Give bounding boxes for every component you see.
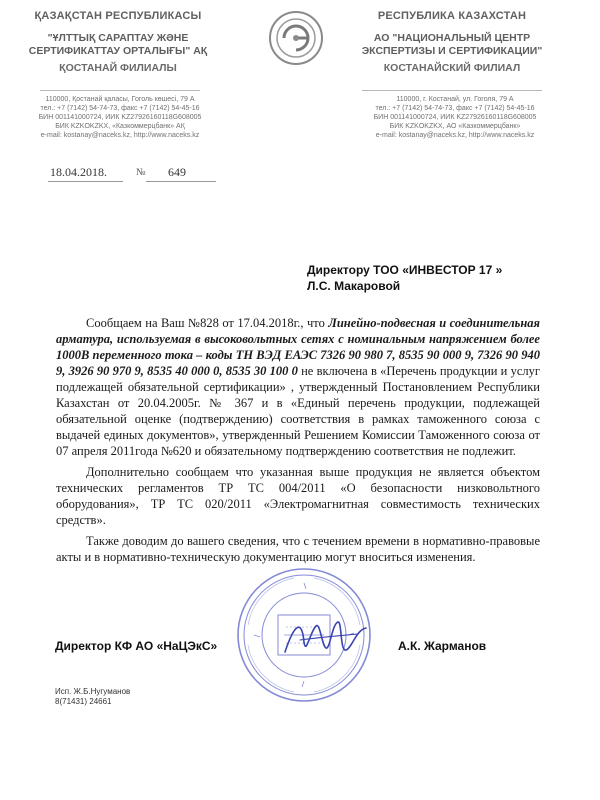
letterhead-org-kz (18, 32, 218, 58)
address-line: БИК KZKOKZKX, «Казкоммерцбанк» АҚ (55, 123, 185, 130)
address-line: e-mail: kostanay@naceks.kz, http://www.naceks.kz (375, 132, 535, 139)
letterhead-branch-kz: ҚОСТАНАЙ ФИЛИАЛЫ (59, 62, 177, 74)
letterhead-country-ru: РЕСПУБЛИКА КАЗАХСТАН (377, 10, 527, 22)
address-line: тел.: +7 (7142) 54-74-73, факс +7 (7142) 54-45-16 (375, 105, 535, 112)
letter-date: 18.04.2018. (50, 165, 107, 179)
letterhead-divider-left (40, 90, 200, 91)
body-p1-product: Линейно-подвесная и соединительная арматура, используемая в высоковольтных сетях с номинальным напряжением более 1000В переменного тока – коды ТН ВЭД ЕАЭС 7326 90 980 7, 8535 90 000 9, 7326 90 940 9, 3926 90 970 9, 8535 40 000 0, 8535 30 100 0 (56, 316, 540, 378)
letter-body (56, 315, 540, 570)
letter-number: 649 (168, 165, 186, 179)
organization-logo-icon (266, 8, 326, 68)
executor-phone: 8(71431) 24661 (55, 697, 112, 706)
body-p1-intro: Сообщаем на Ваш №828 от 17.04.2018г., что (86, 316, 329, 330)
letterhead-address-ru (365, 95, 545, 140)
number-underline (146, 181, 216, 182)
letterhead-divider-right (362, 90, 542, 91)
letterhead-address-kz (30, 95, 210, 140)
address-line: e-mail: kostanay@naceks.kz, http://www.naceks.kz (40, 132, 200, 139)
body-paragraph-2: Дополнительно сообщаем что указанная выше продукция не является объектом технических регламентов ТР ТС 004/2011 «О безопасности низковольтного оборудования», ТР ТС 020/2011 «Электромагнитная совместимость технических средств». (56, 465, 540, 527)
address-line: 110000, г. Костанай, ул. Гоголя, 79 А (396, 96, 514, 103)
date-underline (48, 181, 123, 182)
body-paragraph-1 (56, 315, 540, 459)
letterhead-right (352, 10, 552, 74)
letterhead-left (18, 10, 218, 74)
addressee-block (307, 262, 502, 294)
letterhead-country-kz: ҚАЗАҚСТАН РЕСПУБЛИКАСЫ (34, 10, 202, 22)
letterhead-org-kz-line1: "ҰЛТТЫҚ САРАПТАУ ЖӘНЕ (47, 32, 189, 44)
address-line: тел.: +7 (7142) 54-74-73, факс +7 (7142) 54-45-16 (40, 105, 200, 112)
address-line: 110000, Қостанай қаласы, Гоголь көшесі, 79 А (45, 96, 195, 103)
body-paragraph-3: Также доводим до вашего сведения, что с течением времени в нормативно-правовые акты и в нормативно-техническую документацию могут вноситься изменения. (56, 534, 540, 564)
letterhead-branch-ru: КОСТАНАЙСКИЙ ФИЛИАЛ (383, 62, 521, 74)
letterhead-org-ru (352, 32, 552, 58)
letter-number-label: № (136, 167, 146, 178)
letterhead-org-ru-line1: АО "НАЦИОНАЛЬНЫЙ ЦЕНТР (373, 32, 531, 44)
body-p1-rest: не включена в «Перечень продукции и услуг подлежащей обязательной сертификации» , утвержденный Постановлением Республики Казахстан от 20.04.2005г. № 367 и в «Единый перечень продукции, подлежащей обязательной оценке (подтверждению) соответствия в рамках таможенного союза с выдачей единых документов», утвержденный Решением Комиссии Таможенного союза от 07 апреля 2011года №620 и обязательному подтверждению соответствия не подлежит. (56, 364, 541, 458)
address-line: БИК KZKOKZKX, АО «Казкоммерцбанк» (389, 123, 521, 130)
address-line: БИН 001141000724, ИИК KZ27926160118G608005 (373, 114, 537, 121)
signer-title: Директор КФ АО «НаЦЭкС» (55, 639, 218, 653)
handwritten-signature-icon (280, 612, 370, 662)
addressee-line2: Л.С. Макаровой (307, 279, 401, 293)
letterhead-org-ru-line2: ЭКСПЕРТИЗЫ И СЕРТИФИКАЦИИ" (361, 45, 543, 57)
executor-name: Исп. Ж.Б.Нугуманов (55, 687, 131, 696)
signer-name: А.К. Жарманов (398, 639, 487, 653)
executor-info (55, 687, 130, 707)
addressee-line1: Директору ТОО «ИНВЕСТОР 17 » (307, 263, 503, 277)
letterhead-org-kz-line2: СЕРТИФИКАТТАУ ОРТАЛЫҒЫ" АҚ (28, 45, 208, 57)
address-line: БИН 001141000724, ИИК KZ27926160118G608005 (38, 114, 202, 121)
